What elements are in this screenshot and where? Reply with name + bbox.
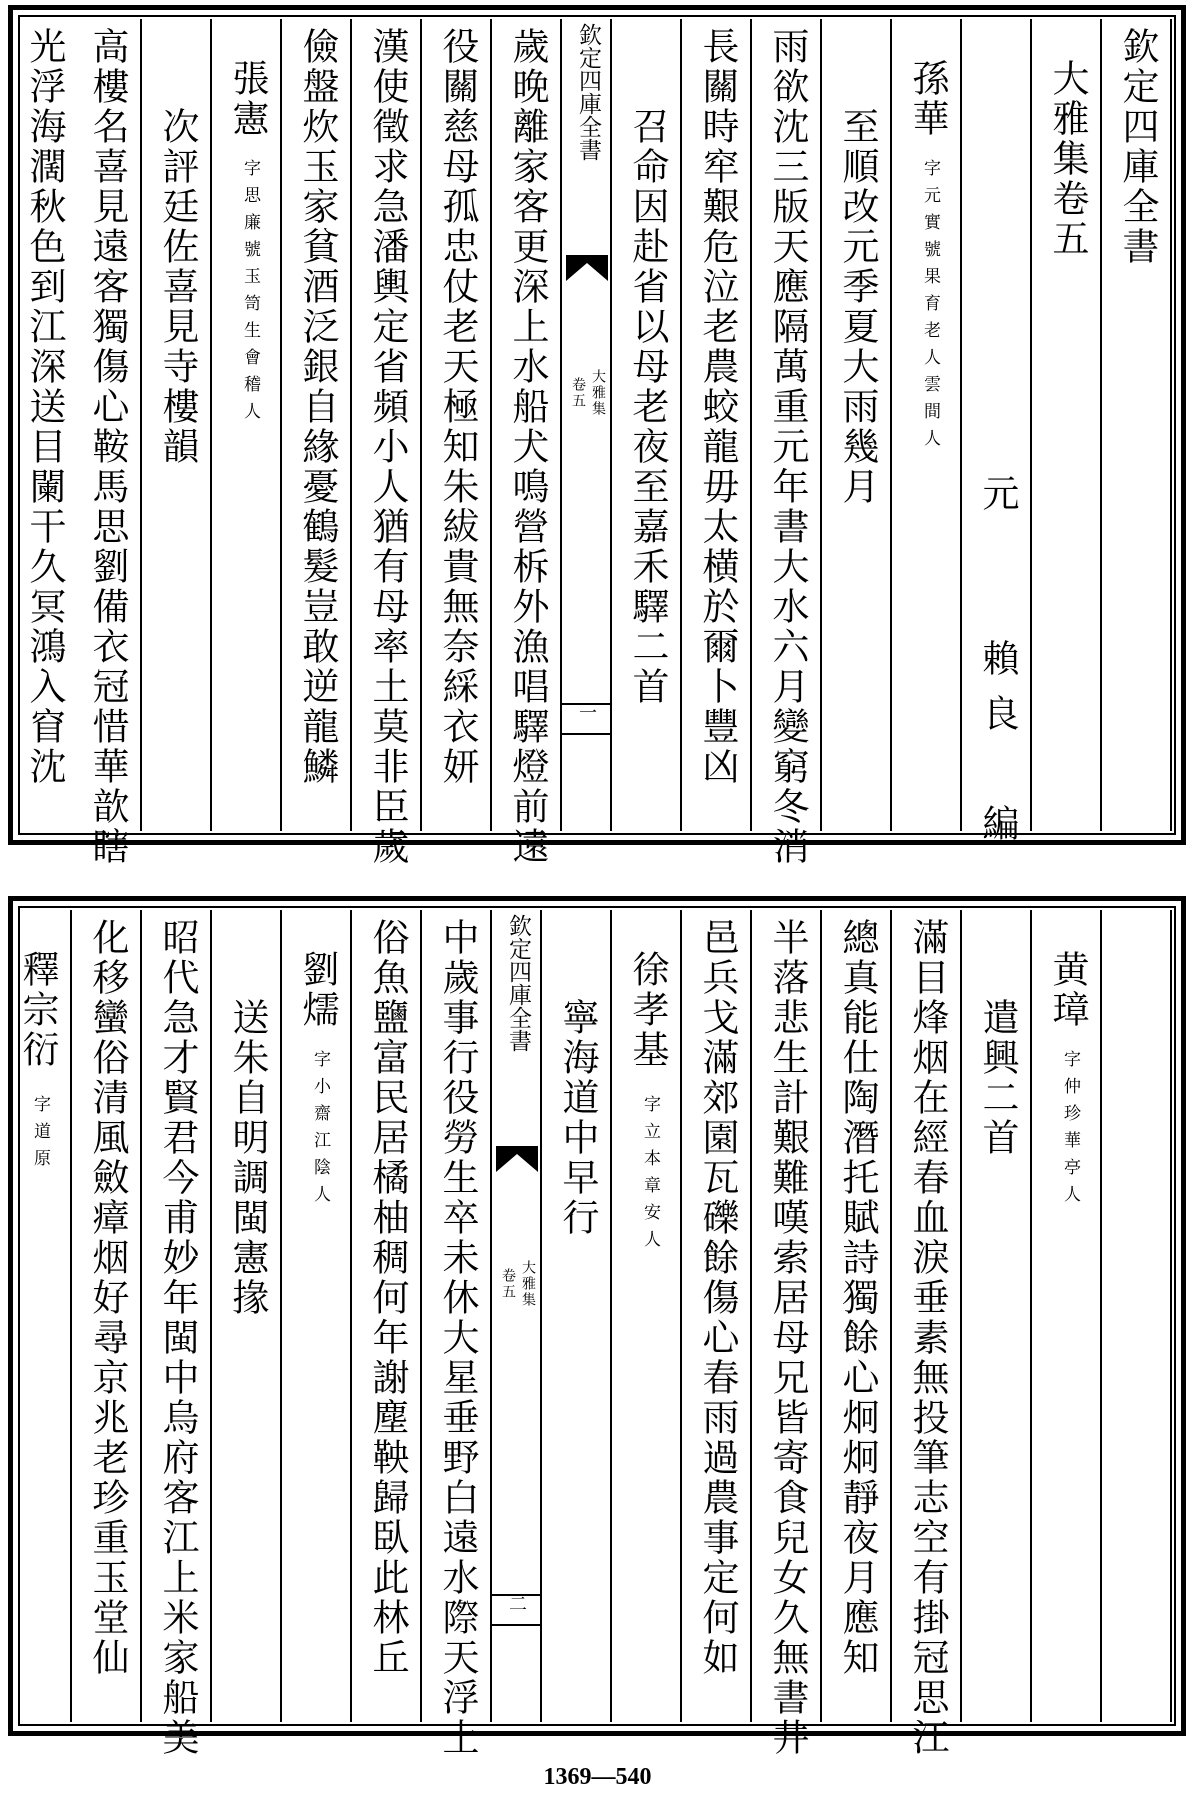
author-name: 孫華 bbox=[906, 59, 949, 139]
poem-line: 儉盤炊玉家貧酒泛銀自緣憂鶴髮豈敢逆龍鱗 bbox=[296, 27, 339, 787]
poem-title: 召命因赴省以母老夜至嘉禾驛二首 bbox=[626, 107, 669, 707]
column-1 bbox=[1102, 19, 1172, 831]
column-16 bbox=[72, 910, 142, 1722]
upper-page-columns bbox=[22, 19, 1172, 867]
heart-book: 大雅集 bbox=[590, 369, 606, 417]
author-name: 釋宗衍 bbox=[16, 950, 59, 1070]
poem-title: 次評廷佐喜見寺樓韻 bbox=[156, 107, 199, 467]
fish-tail-mark-icon bbox=[566, 255, 608, 281]
column-13 bbox=[282, 19, 352, 831]
author-note: 字思廉號玉笥生會稽人 bbox=[240, 159, 260, 429]
column-1 bbox=[1102, 910, 1172, 1722]
column-15 bbox=[142, 19, 212, 831]
poem-line: 役關慈母孤忠仗老天極知朱紱貴無奈綵衣妍 bbox=[436, 27, 479, 787]
heart-book: 大雅集 bbox=[520, 1260, 536, 1308]
column-5 bbox=[822, 19, 892, 831]
lower-page bbox=[8, 896, 1186, 1758]
column-12 bbox=[352, 910, 422, 1722]
poem-line: 長關時窂艱危泣老農蛟龍毋太横於爾卜豐凶 bbox=[696, 27, 739, 787]
poem-title: 至順改元季夏大雨幾月 bbox=[836, 107, 879, 507]
author-name: 劉燸 bbox=[296, 950, 339, 1030]
poem-line: 化移蠻俗清風斂瘴烟好尋京兆老珍重玉堂仙 bbox=[86, 918, 129, 1678]
column-4 bbox=[892, 19, 962, 831]
column-17 bbox=[2, 910, 72, 1722]
column-4 bbox=[892, 910, 962, 1758]
column-7 bbox=[682, 910, 752, 1722]
volume-heading: 大雅集卷五 bbox=[1046, 59, 1089, 259]
upper-page bbox=[8, 5, 1186, 867]
column-11 bbox=[422, 19, 492, 831]
poem-line: 俗魚鹽富民居橘柚稠何年謝塵鞅歸臥此林丘 bbox=[366, 918, 409, 1678]
column-3 bbox=[962, 910, 1032, 1722]
center-heart bbox=[562, 19, 612, 831]
lower-page-columns bbox=[16, 910, 1172, 1758]
poem-line: 中歲事行役勞生卒未休大星垂野白遠水際天浮土 bbox=[436, 918, 479, 1758]
column-8 bbox=[612, 19, 682, 831]
poem-line: 滿目烽烟在經春血淚垂素無投筆志空有掛冠思江 bbox=[906, 918, 949, 1758]
column-5 bbox=[822, 910, 892, 1722]
column-8 bbox=[612, 910, 682, 1722]
column-13 bbox=[282, 910, 352, 1722]
author-note: 字元實號果育老人雲間人 bbox=[920, 159, 940, 456]
column-2 bbox=[1032, 910, 1102, 1722]
column-12 bbox=[352, 19, 422, 867]
author-name: 張憲 bbox=[226, 59, 269, 139]
column-6 bbox=[752, 910, 822, 1758]
column-text: 欽定四庫全書 bbox=[1116, 27, 1159, 267]
fish-tail-mark-icon bbox=[496, 1146, 538, 1172]
poem-title: 遣興二首 bbox=[976, 998, 1019, 1158]
column-10 bbox=[492, 19, 562, 867]
poem-title: 寧海道中早行 bbox=[556, 998, 599, 1238]
author-note: 字小齋江陰人 bbox=[310, 1050, 330, 1212]
heart-volume: 卷五 bbox=[570, 377, 586, 409]
poem-line: 邑兵戈滿郊園瓦礫餘傷心春雨過農事定何如 bbox=[696, 918, 739, 1678]
poem-line: 總真能仕陶潛托賦詩獨餘心炯炯靜夜月應知 bbox=[836, 918, 879, 1678]
column-2 bbox=[1032, 19, 1102, 831]
poem-title: 送朱自明調閩憲掾 bbox=[226, 998, 269, 1318]
author-note: 字道原 bbox=[30, 1095, 50, 1176]
center-heart bbox=[492, 910, 542, 1722]
heart-title: 欽定四庫全書 bbox=[575, 23, 601, 161]
poem-line: 漢使徵求急潘輿定省頻小人猶有母率土莫非臣歲 bbox=[366, 27, 409, 867]
column-17 bbox=[12, 19, 72, 831]
heart-leaf-number: 二 bbox=[506, 1594, 527, 1622]
author-name: 徐孝基 bbox=[626, 950, 669, 1070]
heart-volume: 卷五 bbox=[500, 1268, 516, 1300]
compiler-line: 元 賴良 編 bbox=[976, 474, 1019, 859]
column-6 bbox=[752, 19, 822, 867]
column-11 bbox=[422, 910, 492, 1758]
poem-line: 昭代急才賢君今甫妙年閩中烏府客江上米家船美 bbox=[156, 918, 199, 1758]
poem-line: 高樓名喜見遠客獨傷心鞍馬思劉備衣冠惜華歆瞎 bbox=[86, 27, 129, 867]
column-3 bbox=[962, 19, 1032, 859]
column-14 bbox=[212, 910, 282, 1722]
poem-line: 半落悲生計艱難嘆索居母兄皆寄食兒女久無書井 bbox=[766, 918, 809, 1758]
column-15 bbox=[142, 910, 212, 1758]
page-footer-number: 1369—540 bbox=[543, 1764, 652, 1790]
heart-leaf-number: 一 bbox=[576, 703, 597, 731]
author-note: 字仲珍華亭人 bbox=[1060, 1050, 1080, 1212]
column-16 bbox=[72, 19, 142, 867]
author-name: 黄璋 bbox=[1046, 950, 1089, 1030]
poem-line: 光浮海濶秋色到江深送目闌干久冥鴻入窅沈 bbox=[23, 27, 66, 787]
poem-line: 歲晚離家客更深上水船犬鳴營柝外漁唱驛燈前遠 bbox=[506, 27, 549, 867]
column-7 bbox=[682, 19, 752, 831]
heart-title: 欽定四庫全書 bbox=[505, 914, 531, 1052]
poem-line: 雨欲沈三版天應隔萬重元年書大水六月變窮冬消 bbox=[766, 27, 809, 867]
author-note: 字立本章安人 bbox=[640, 1095, 660, 1257]
column-14 bbox=[212, 19, 282, 831]
column-9 bbox=[542, 910, 612, 1722]
